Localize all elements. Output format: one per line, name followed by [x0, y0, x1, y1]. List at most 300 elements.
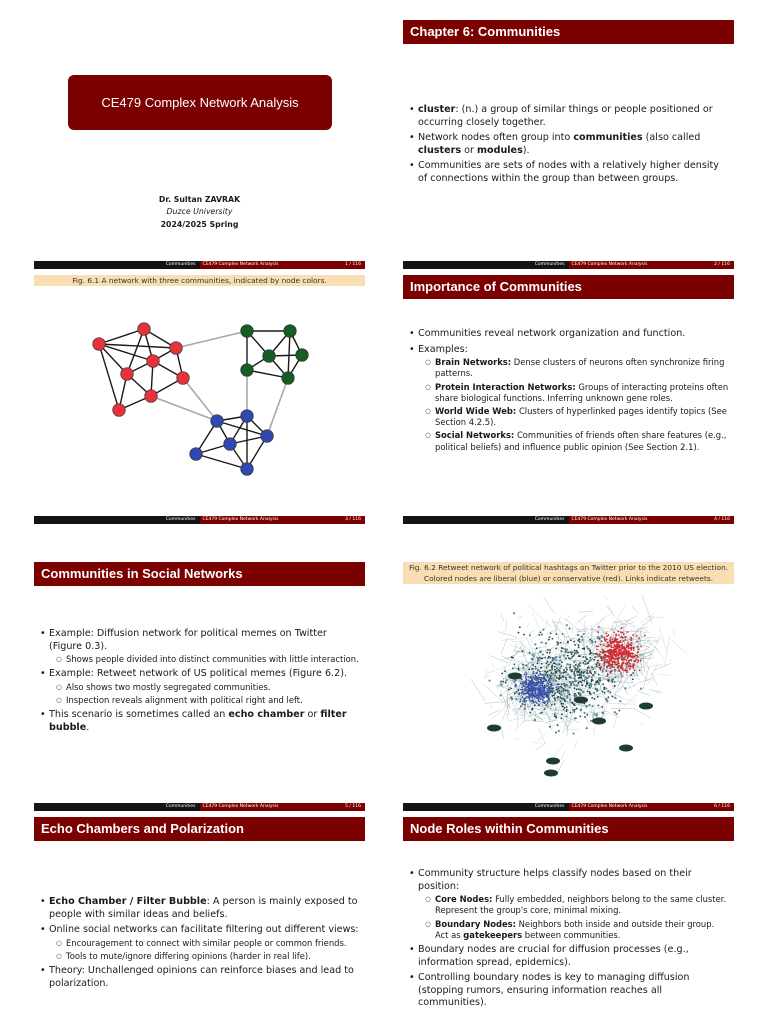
slide-5	[34, 556, 365, 811]
network-node	[558, 730, 560, 732]
network-node	[630, 639, 632, 641]
network-node	[637, 656, 639, 658]
network-edge	[509, 645, 521, 649]
network-node	[566, 624, 568, 626]
network-node	[555, 680, 557, 682]
network-node	[538, 634, 540, 636]
network-node	[521, 683, 523, 685]
network-edge	[633, 617, 653, 634]
network-node	[514, 693, 516, 695]
network-node	[609, 651, 611, 653]
network-node	[584, 716, 586, 718]
network-edge	[624, 672, 637, 680]
network-edge	[537, 717, 538, 722]
network-node	[590, 693, 592, 695]
network-node	[544, 701, 546, 703]
network-node	[557, 663, 559, 665]
network-node	[529, 652, 531, 654]
network-node	[606, 633, 608, 635]
network-node	[549, 689, 551, 691]
network-node	[540, 680, 542, 682]
network-node	[570, 712, 572, 714]
network-node	[583, 662, 585, 664]
network-node	[566, 663, 568, 665]
network-edge	[176, 331, 247, 348]
network-edge	[576, 631, 585, 632]
network-node	[555, 659, 557, 661]
bullet: • Communities are sets of nodes with a relatively higher density of connections within the group than between groups.	[409, 160, 730, 185]
network-node	[547, 697, 549, 699]
bullet: • Example: Retweet network of US political memes (Figure 6.2). ○ Also shows two mostly segregated communities. ○ Inspection reveals alignment with political right and left.	[40, 668, 361, 706]
network-node	[608, 634, 610, 636]
network-node	[615, 650, 617, 652]
network-node	[610, 642, 612, 644]
network-node	[625, 646, 627, 648]
network-node	[589, 657, 591, 659]
network-node	[534, 674, 536, 676]
network-node	[526, 683, 528, 685]
network-node	[574, 687, 576, 689]
network-node	[530, 680, 532, 682]
network-edge	[579, 611, 593, 612]
network-node	[547, 665, 549, 667]
network-node	[618, 710, 620, 712]
network-node	[635, 659, 637, 661]
network-node	[609, 654, 611, 656]
network-node	[619, 653, 621, 655]
network-node	[539, 677, 541, 679]
network-node	[567, 655, 569, 657]
network-node	[591, 677, 593, 679]
network-node	[593, 698, 595, 700]
network-node	[565, 715, 567, 717]
network-node	[542, 674, 544, 676]
network-node	[602, 712, 604, 714]
network-node	[565, 677, 567, 679]
network-node	[601, 706, 603, 708]
network-node	[589, 687, 591, 689]
slide-3	[34, 269, 365, 524]
network-node	[537, 657, 539, 659]
network-edge	[563, 634, 565, 645]
network-node	[623, 669, 625, 671]
network-node	[632, 672, 634, 674]
network-node	[631, 646, 633, 648]
network-edge	[568, 660, 591, 662]
network-node	[566, 709, 568, 711]
network-node	[614, 664, 616, 666]
network-node	[556, 670, 558, 672]
network-node	[520, 689, 522, 691]
network-node	[591, 680, 593, 682]
network-node	[629, 663, 631, 665]
network-node	[633, 649, 635, 651]
network-node	[523, 698, 525, 700]
network-node	[630, 665, 632, 667]
network-edge	[538, 733, 546, 740]
network-node	[560, 691, 562, 693]
network-node	[600, 669, 602, 671]
network-node	[615, 658, 617, 660]
network-node	[576, 708, 578, 710]
network-node-green	[263, 350, 276, 363]
network-node	[584, 663, 586, 665]
network-node	[567, 651, 569, 653]
network-node	[579, 665, 581, 667]
network-node	[579, 662, 581, 664]
network-node	[619, 665, 621, 667]
network-node-green	[241, 364, 254, 377]
network-node	[518, 632, 520, 634]
network-node	[512, 668, 514, 670]
network-node	[581, 675, 583, 677]
network-node	[579, 641, 581, 643]
network-node	[571, 669, 573, 671]
network-edge	[553, 744, 563, 758]
network-node	[588, 675, 590, 677]
network-edge	[501, 690, 508, 708]
network-node	[631, 644, 633, 646]
network-node	[603, 644, 605, 646]
network-node	[616, 642, 618, 644]
network-node	[553, 658, 555, 660]
network-node	[563, 708, 565, 710]
network-hub-node	[619, 745, 633, 752]
network-node	[536, 697, 538, 699]
network-node	[621, 659, 623, 661]
network-edge	[641, 724, 643, 725]
network-node	[583, 671, 585, 673]
network-node	[571, 651, 573, 653]
network-node	[573, 711, 575, 713]
network-node	[488, 680, 490, 682]
network-node	[627, 631, 629, 633]
network-node	[524, 708, 526, 710]
sub-bullet: ○ Tools to mute/ignore differing opinions (harder in real life).	[49, 951, 361, 962]
network-node	[558, 691, 560, 693]
network-node	[602, 671, 604, 673]
network-node	[586, 727, 588, 729]
network-edge	[597, 622, 604, 631]
network-node	[524, 701, 526, 703]
network-edge	[530, 639, 532, 644]
network-node	[531, 658, 533, 660]
network-node	[547, 649, 549, 651]
network-node	[560, 698, 562, 700]
network-node	[540, 674, 542, 676]
network-node	[613, 654, 615, 656]
network-node	[566, 696, 568, 698]
footer-course: CE479 Complex Network Analysis	[569, 516, 691, 524]
network-node	[569, 681, 571, 683]
network-node	[597, 660, 599, 662]
network-edge	[618, 621, 635, 628]
network-node	[547, 702, 549, 704]
network-node	[633, 667, 635, 669]
network-node	[541, 663, 543, 665]
network-node	[556, 641, 558, 643]
network-node	[542, 686, 544, 688]
network-node	[560, 717, 562, 719]
network-node	[601, 636, 603, 638]
network-node	[500, 680, 502, 682]
footer-page: 2 / 116	[691, 261, 734, 269]
network-node	[612, 657, 614, 659]
network-node	[550, 632, 552, 634]
slide-body	[409, 868, 730, 1013]
network-node	[529, 700, 531, 702]
slide-body	[40, 896, 361, 993]
slide-footer	[34, 803, 365, 811]
network-node	[607, 651, 609, 653]
network-node	[552, 688, 554, 690]
network-node	[625, 654, 627, 656]
network-node	[604, 651, 606, 653]
network-node	[570, 669, 572, 671]
network-node	[551, 704, 553, 706]
network-node	[556, 688, 558, 690]
network-edge	[649, 689, 662, 693]
author-name: Dr. Sultan ZAVRAK	[158, 195, 241, 204]
network-node	[572, 709, 574, 711]
network-node	[622, 632, 624, 634]
network-node	[624, 639, 626, 641]
network-node-blue	[211, 415, 224, 428]
network-node	[581, 639, 583, 641]
network-node	[627, 650, 629, 652]
network-node	[508, 689, 510, 691]
network-node	[522, 700, 524, 702]
network-edge	[528, 605, 551, 627]
network-node	[522, 650, 524, 652]
slide-footer	[34, 261, 365, 269]
network-node	[561, 647, 563, 649]
network-edge	[506, 618, 507, 631]
network-node	[637, 661, 639, 663]
network-node	[510, 697, 512, 699]
network-node	[536, 686, 538, 688]
network-node	[505, 679, 507, 681]
network-node	[611, 652, 613, 654]
figure-caption: Fig. 6.1 A network with three communities, indicated by node colors.	[34, 275, 365, 286]
network-node	[532, 654, 534, 656]
network-node	[534, 705, 536, 707]
sub-bullet: ○ World Wide Web: Clusters of hyperlinked pages identify topics (See Section 4.2.5).	[418, 406, 730, 428]
network-edge	[533, 613, 540, 630]
network-node	[553, 679, 555, 681]
slide-footer	[34, 516, 365, 524]
network-node-red	[138, 323, 151, 336]
network-node	[544, 686, 546, 688]
network-node	[610, 637, 612, 639]
network-node	[571, 657, 573, 659]
footer-page: 5 / 116	[322, 803, 365, 811]
network-node	[615, 713, 617, 715]
slide-title: Chapter 6: Communities	[403, 20, 734, 44]
network-node	[543, 691, 545, 693]
network-edge	[99, 329, 144, 344]
network-node	[587, 662, 589, 664]
bullet: • Online social networks can facilitate filtering out different views: ○ Encouragement to connect with similar people or common friends. ○ Tools to mute/ignore differing opinions (harder in real life).	[40, 924, 361, 962]
network-edge	[501, 723, 504, 738]
network-node	[536, 679, 538, 681]
bullet: • This scenario is sometimes called an echo chamber or filter bubble.	[40, 709, 361, 734]
network-node	[622, 657, 624, 659]
network-node	[614, 670, 616, 672]
network-node-green	[282, 372, 295, 385]
network-edge	[527, 623, 530, 628]
network-edge	[501, 614, 504, 620]
network-node	[612, 661, 614, 663]
network-node	[578, 644, 580, 646]
footer-page: 3 / 116	[322, 516, 365, 524]
network-node	[584, 678, 586, 680]
network-node	[639, 669, 641, 671]
network-node	[603, 668, 605, 670]
network-node	[574, 693, 576, 695]
network-node	[545, 691, 547, 693]
network-node	[614, 697, 616, 699]
network-node	[560, 677, 562, 679]
network-node	[554, 666, 556, 668]
network-node	[612, 638, 614, 640]
network-edge	[615, 686, 622, 694]
network-node	[537, 669, 539, 671]
network-edge	[533, 647, 546, 649]
network-node	[586, 646, 588, 648]
network-edge	[642, 617, 651, 626]
network-edge	[564, 616, 570, 625]
network-node	[592, 705, 594, 707]
network-node	[538, 659, 540, 661]
network-edge	[643, 667, 649, 690]
network-node	[579, 689, 581, 691]
network-node	[630, 649, 632, 651]
network-node	[614, 685, 616, 687]
network-edge	[608, 704, 636, 705]
network-node	[522, 664, 524, 666]
network-node	[623, 633, 625, 635]
network-node	[535, 666, 537, 668]
network-edge	[673, 630, 675, 636]
network-node	[558, 678, 560, 680]
network-node	[575, 680, 577, 682]
network-hub-node	[574, 697, 588, 704]
network-node	[597, 662, 599, 664]
network-node	[578, 646, 580, 648]
network-node	[534, 719, 536, 721]
network-node	[619, 649, 621, 651]
network-node	[616, 652, 618, 654]
network-node	[594, 672, 596, 674]
network-node	[606, 646, 608, 648]
network-node	[561, 683, 563, 685]
network-edge	[632, 607, 639, 613]
network-edge	[288, 331, 290, 378]
network-node	[532, 695, 534, 697]
network-edge	[562, 663, 564, 670]
network-node	[618, 656, 620, 658]
network-edge	[533, 624, 549, 638]
network-node	[640, 660, 642, 662]
network-edge	[535, 743, 545, 750]
network-node	[529, 676, 531, 678]
network-node	[625, 669, 627, 671]
network-node	[589, 650, 591, 652]
network-hub-node	[544, 770, 558, 777]
network-node	[537, 694, 539, 696]
network-node	[588, 704, 590, 706]
bullet: • Controlling boundary nodes is key to managing diffusion (stopping rumors, ensuring information reaches all communities).	[409, 972, 730, 1010]
network-edge	[563, 625, 566, 628]
network-node	[524, 686, 526, 688]
network-node	[619, 647, 621, 649]
network-node	[548, 700, 550, 702]
network-node	[622, 650, 624, 652]
network-node	[557, 686, 559, 688]
network-edge	[607, 681, 622, 692]
sub-bullet: ○ Shows people divided into distinct communities with little interaction.	[49, 654, 361, 665]
network-node	[621, 627, 623, 629]
network-edge	[630, 680, 632, 682]
network-node	[605, 687, 607, 689]
network-node	[603, 665, 605, 667]
network-node	[549, 649, 551, 651]
network-node	[632, 663, 634, 665]
network-node	[627, 656, 629, 658]
network-node	[593, 674, 595, 676]
network-node	[581, 684, 583, 686]
network-node	[540, 650, 542, 652]
network-node	[587, 673, 589, 675]
network-node-blue	[241, 410, 254, 423]
network-node	[628, 665, 630, 667]
network-node	[627, 644, 629, 646]
network-node	[534, 690, 536, 692]
network-node	[554, 669, 556, 671]
network-node	[554, 714, 556, 716]
network-node	[606, 699, 608, 701]
footer-section: Communities	[403, 803, 569, 811]
network-node	[566, 669, 568, 671]
sub-bullet: ○ Boundary Nodes: Neighbors both inside and outside their group. Act as gatekeepers between communities.	[418, 919, 730, 941]
network-node	[621, 645, 623, 647]
network-node	[601, 640, 603, 642]
network-edge	[566, 721, 573, 729]
network-node	[630, 659, 632, 661]
network-edge	[606, 606, 613, 613]
network-node	[527, 676, 529, 678]
network-node	[519, 701, 521, 703]
network-node	[554, 692, 556, 694]
network-node	[580, 673, 582, 675]
network-node	[549, 669, 551, 671]
network-node	[626, 662, 628, 664]
network-node	[557, 644, 559, 646]
network-edge	[664, 637, 669, 666]
network-node	[574, 704, 576, 706]
network-node	[621, 667, 623, 669]
network-node	[576, 688, 578, 690]
bullet: • Echo Chamber / Filter Bubble: A person is mainly exposed to people with similar ideas and beliefs.	[40, 896, 361, 921]
network-node	[537, 697, 539, 699]
network-node	[611, 665, 613, 667]
network-node	[590, 720, 592, 722]
network-node	[606, 639, 608, 641]
network-node	[638, 648, 640, 650]
network-node-red	[113, 404, 126, 417]
network-node	[534, 701, 536, 703]
